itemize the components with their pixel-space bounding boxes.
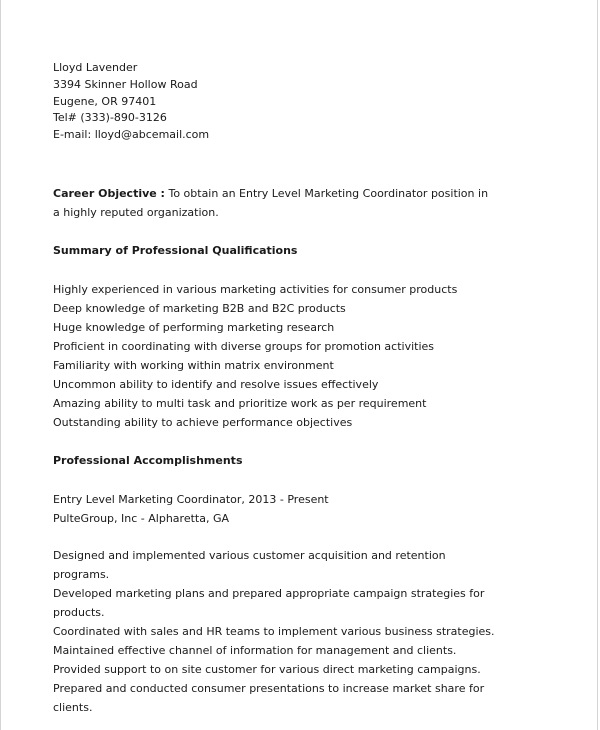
duty-item: Designed and implemented various customer acquisition and retention programs. bbox=[53, 548, 446, 581]
qualification-item: Deep knowledge of marketing B2B and B2C products bbox=[53, 301, 346, 315]
contact-phone: Tel# (333)-890-3126 bbox=[53, 111, 167, 125]
qualification-item: Uncommon ability to identify and resolve issues effectively bbox=[53, 377, 379, 391]
duty-item: Coordinated with sales and HR teams to implement various business strategies. bbox=[53, 624, 495, 638]
contact-name: Lloyd Lavender bbox=[53, 61, 138, 74]
job-company: PulteGroup, Inc - Alpharetta, GA bbox=[53, 512, 229, 526]
job-title: Entry Level Marketing Coordinator, 2013 - Present bbox=[53, 492, 329, 506]
duty-item: Prepared and conducted consumer presentations to increase market share for clients. bbox=[53, 681, 485, 714]
qualification-item: Highly experienced in various marketing activities for consumer products bbox=[53, 282, 458, 296]
qualification-item: Familiarity with working within matrix environment bbox=[53, 358, 334, 372]
duty-item: Provided support to on site customer for various direct marketing campaigns. bbox=[53, 662, 481, 676]
qualification-item: Amazing ability to multi task and prioritize work as per requirement bbox=[53, 396, 427, 410]
qualification-item: Huge knowledge of performing marketing research bbox=[53, 320, 335, 334]
duties-list bbox=[53, 546, 503, 717]
contact-block bbox=[53, 60, 553, 144]
career-objective-label: Career Objective : bbox=[53, 186, 165, 200]
career-objective bbox=[53, 184, 493, 223]
contact-email: E-mail: lloyd@abcemail.com bbox=[53, 128, 210, 142]
accomplishments-heading: Professional Accomplishments bbox=[53, 453, 243, 467]
summary-heading: Summary of Professional Qualifications bbox=[53, 243, 298, 257]
career-objective-text: To obtain an Entry Level Marketing Coordinator position in a highly reputed organization. bbox=[53, 186, 489, 220]
contact-city: Eugene, OR 97401 bbox=[53, 94, 157, 108]
duty-item: Maintained effective channel of information for management and clients. bbox=[53, 643, 457, 657]
contact-street: 3394 Skinner Hollow Road bbox=[53, 77, 198, 91]
job-entry bbox=[53, 490, 553, 529]
qualification-item: Proficient in coordinating with diverse groups for promotion activities bbox=[53, 339, 435, 353]
resume-content bbox=[53, 60, 553, 717]
duty-item: Developed marketing plans and prepared appropriate campaign strategies for products. bbox=[53, 586, 485, 619]
qualifications-list bbox=[53, 280, 553, 432]
qualification-item: Outstanding ability to achieve performance objectives bbox=[53, 415, 353, 429]
